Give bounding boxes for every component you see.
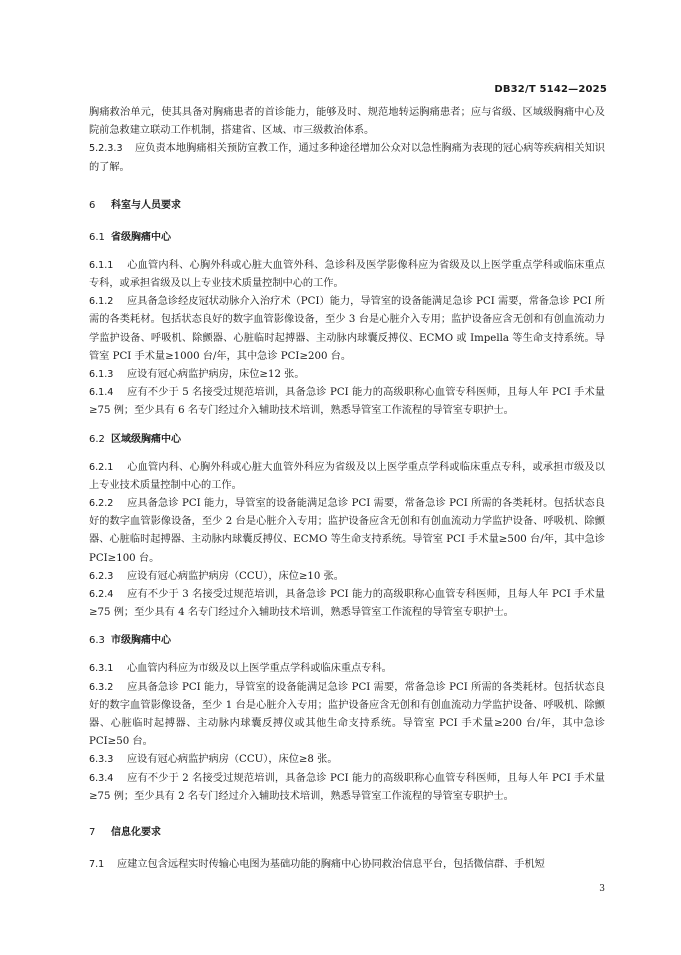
document-code: DB32/T 5142—2025 — [494, 84, 607, 95]
clause-6-1-2 — [89, 293, 605, 366]
section-6-2-heading — [89, 431, 605, 449]
section-number: 6.3 — [89, 635, 105, 647]
clause-6-2-2 — [89, 495, 605, 568]
page-number: 3 — [599, 884, 605, 894]
clause-number: 6.1.1 — [89, 259, 114, 271]
clause-number: 6.3.1 — [89, 663, 114, 675]
clause-number: 6.2.2 — [89, 498, 114, 510]
clause-number: 7.1 — [89, 859, 105, 871]
clause-text: 应负责本地胸痛相关预防宣教工作，通过多种途径增加公众对以急性胸痛为表现的冠心病等疾病相关知识的了解。 — [89, 143, 605, 173]
clause-number: 6.3.4 — [89, 772, 114, 784]
clause-number: 5.2.3.3 — [89, 143, 123, 155]
clause-number: 6.2.4 — [89, 589, 114, 601]
clause-6-2-4 — [89, 586, 605, 622]
section-title: 省级胸痛中心 — [111, 231, 171, 243]
clause-number: 6.2.1 — [89, 461, 114, 473]
section-6-3-heading — [89, 632, 605, 650]
clause-text: 心血管内科、心胸外科或心脏大血管外科、急诊科及医学影像科应为省级及以上医学重点学科或临床重点专科，或承担省级及以上专业技术质量控制中心的工作。 — [89, 259, 605, 290]
document-body — [89, 104, 605, 874]
clause-6-3-3 — [89, 751, 605, 769]
section-title: 市级胸痛中心 — [111, 635, 171, 647]
clause-text: 应建立包含远程实时传输心电图为基础功能的胸痛中心协同救治信息平台，包括微信群、手机短 — [117, 859, 545, 871]
clause-6-1-1 — [89, 257, 605, 293]
clause-text: 应有不少于 2 名接受过规范培训，具备急诊 PCI 能力的高级职称心血管专科医师，且每人年 PCI 手术量≥75 例；至少具有 2 名专门经过介入辅助技术培训，熟悉导管室工作流程的导管室专职护士。 — [89, 772, 605, 802]
section-number: 6.1 — [89, 231, 105, 243]
clause-number: 6.3.3 — [89, 754, 114, 766]
clause-6-2-3 — [89, 568, 605, 586]
clause-text: 应具备急诊 PCI 能力，导管室的设备能满足急诊 PCI 需要，常备急诊 PCI 所需的各类耗材。包括状态良好的数字血管影像设备，至少 1 台是心脏介入专用；监护设备应含无创和有创血流动力学监护设备、呼吸机、除颤器、心脏临时起搏器、主动脉内球囊反搏仪或其他生命支持系统。导管室 PCI 手术量≥200 台/年，其中急诊 PCI≥50 台。 — [89, 681, 605, 748]
clause-text: 应设有冠心病监护病房（CCU），床位≥8 张。 — [127, 754, 338, 766]
section-7-heading — [89, 824, 605, 842]
section-number: 6 — [89, 199, 96, 211]
clause-text: 应具备急诊经皮冠状动脉介入治疗术（PCI）能力，导管室的设备能满足急诊 PCI 需要，常备急诊 PCI 所需的各类耗材。包括状态良好的数字血管影像设备，至少 3 台是心脏介入专用；监护设备应含无创和有创血流动力学监护设备、呼吸机、除颤器、心脏临时起搏器、主动脉内球囊反搏仪、ECMO 或 Impella 等生命支持系统。导管室 PCI 手术量≥1000 台/年，其中急诊 PCI≥200 台。 — [89, 296, 605, 362]
section-title: 区域级胸痛中心 — [111, 433, 181, 445]
section-title: 科室与人员要求 — [111, 199, 181, 211]
clause-6-1-4 — [89, 384, 605, 420]
clause-number: 6.1.2 — [89, 296, 114, 308]
section-number: 6.2 — [89, 433, 105, 445]
clause-6-3-1 — [89, 660, 605, 678]
clause-number: 6.1.3 — [89, 369, 114, 381]
section-number: 7 — [89, 827, 96, 839]
clause-6-1-3 — [89, 366, 605, 384]
clause-number: 6.1.4 — [89, 387, 114, 399]
continuation-paragraph: 胸痛救治单元，使其具备对胸痛患者的首诊能力，能够及时、规范地转运胸痛患者；应与省级、区域级胸痛中心及院前急救建立联动工作机制，搭建省、区域、市三级救治体系。 — [89, 107, 605, 137]
clause-text: 应具备急诊 PCI 能力，导管室的设备能满足急诊 PCI 需要，常备急诊 PCI 所需的各类耗材。包括状态良好的数字血管影像设备，至少 2 台是心脏介入专用；监护设备应含无创和有创血流动力学监护设备、呼吸机、除颤器、心脏临时起搏器、主动脉内球囊反搏仪、ECMO 等生命支持系统。导管室 PCI 手术量≥500 台/年，其中急诊 PCI≥100 台。 — [89, 498, 605, 564]
clause-number: 6.2.3 — [89, 570, 114, 582]
clause-text: 应有不少于 5 名接受过规范培训，具备急诊 PCI 能力的高级职称心血管专科医师，且每人年 PCI 手术量≥75 例；至少具有 6 名专门经过介入辅助技术培训，熟悉导管室工作流程的导管室专职护士。 — [89, 387, 605, 417]
clause-text: 心血管内科应为市级及以上医学重点学科或临床重点专科。 — [127, 663, 392, 675]
clause-6-2-1 — [89, 459, 605, 495]
clause-6-3-2 — [89, 679, 605, 752]
clause-number: 6.3.2 — [89, 681, 114, 693]
clause-6-3-4 — [89, 770, 605, 806]
clause-5-2-3-3 — [89, 140, 605, 176]
section-title: 信息化要求 — [111, 827, 161, 839]
clause-text: 心血管内科、心胸外科或心脏大血管外科应为省级及以上医学重点学科或临床重点专科，或承担市级及以上专业技术质量控制中心的工作。 — [89, 461, 605, 491]
clause-7-1 — [89, 856, 605, 874]
section-6-1-heading — [89, 229, 605, 247]
section-6-heading — [89, 197, 605, 215]
clause-text: 应有不少于 3 名接受过规范培训，具备急诊 PCI 能力的高级职称心血管专科医师，且每人年 PCI 手术量≥75 例；至少具有 4 名专门经过介入辅助技术培训，熟悉导管室工作流程的导管室专职护士。 — [89, 589, 605, 619]
clause-text: 应设有冠心病监护病房（CCU），床位≥10 张。 — [127, 570, 344, 582]
clause-text: 应设有冠心病监护病房，床位≥12 张。 — [127, 369, 305, 381]
